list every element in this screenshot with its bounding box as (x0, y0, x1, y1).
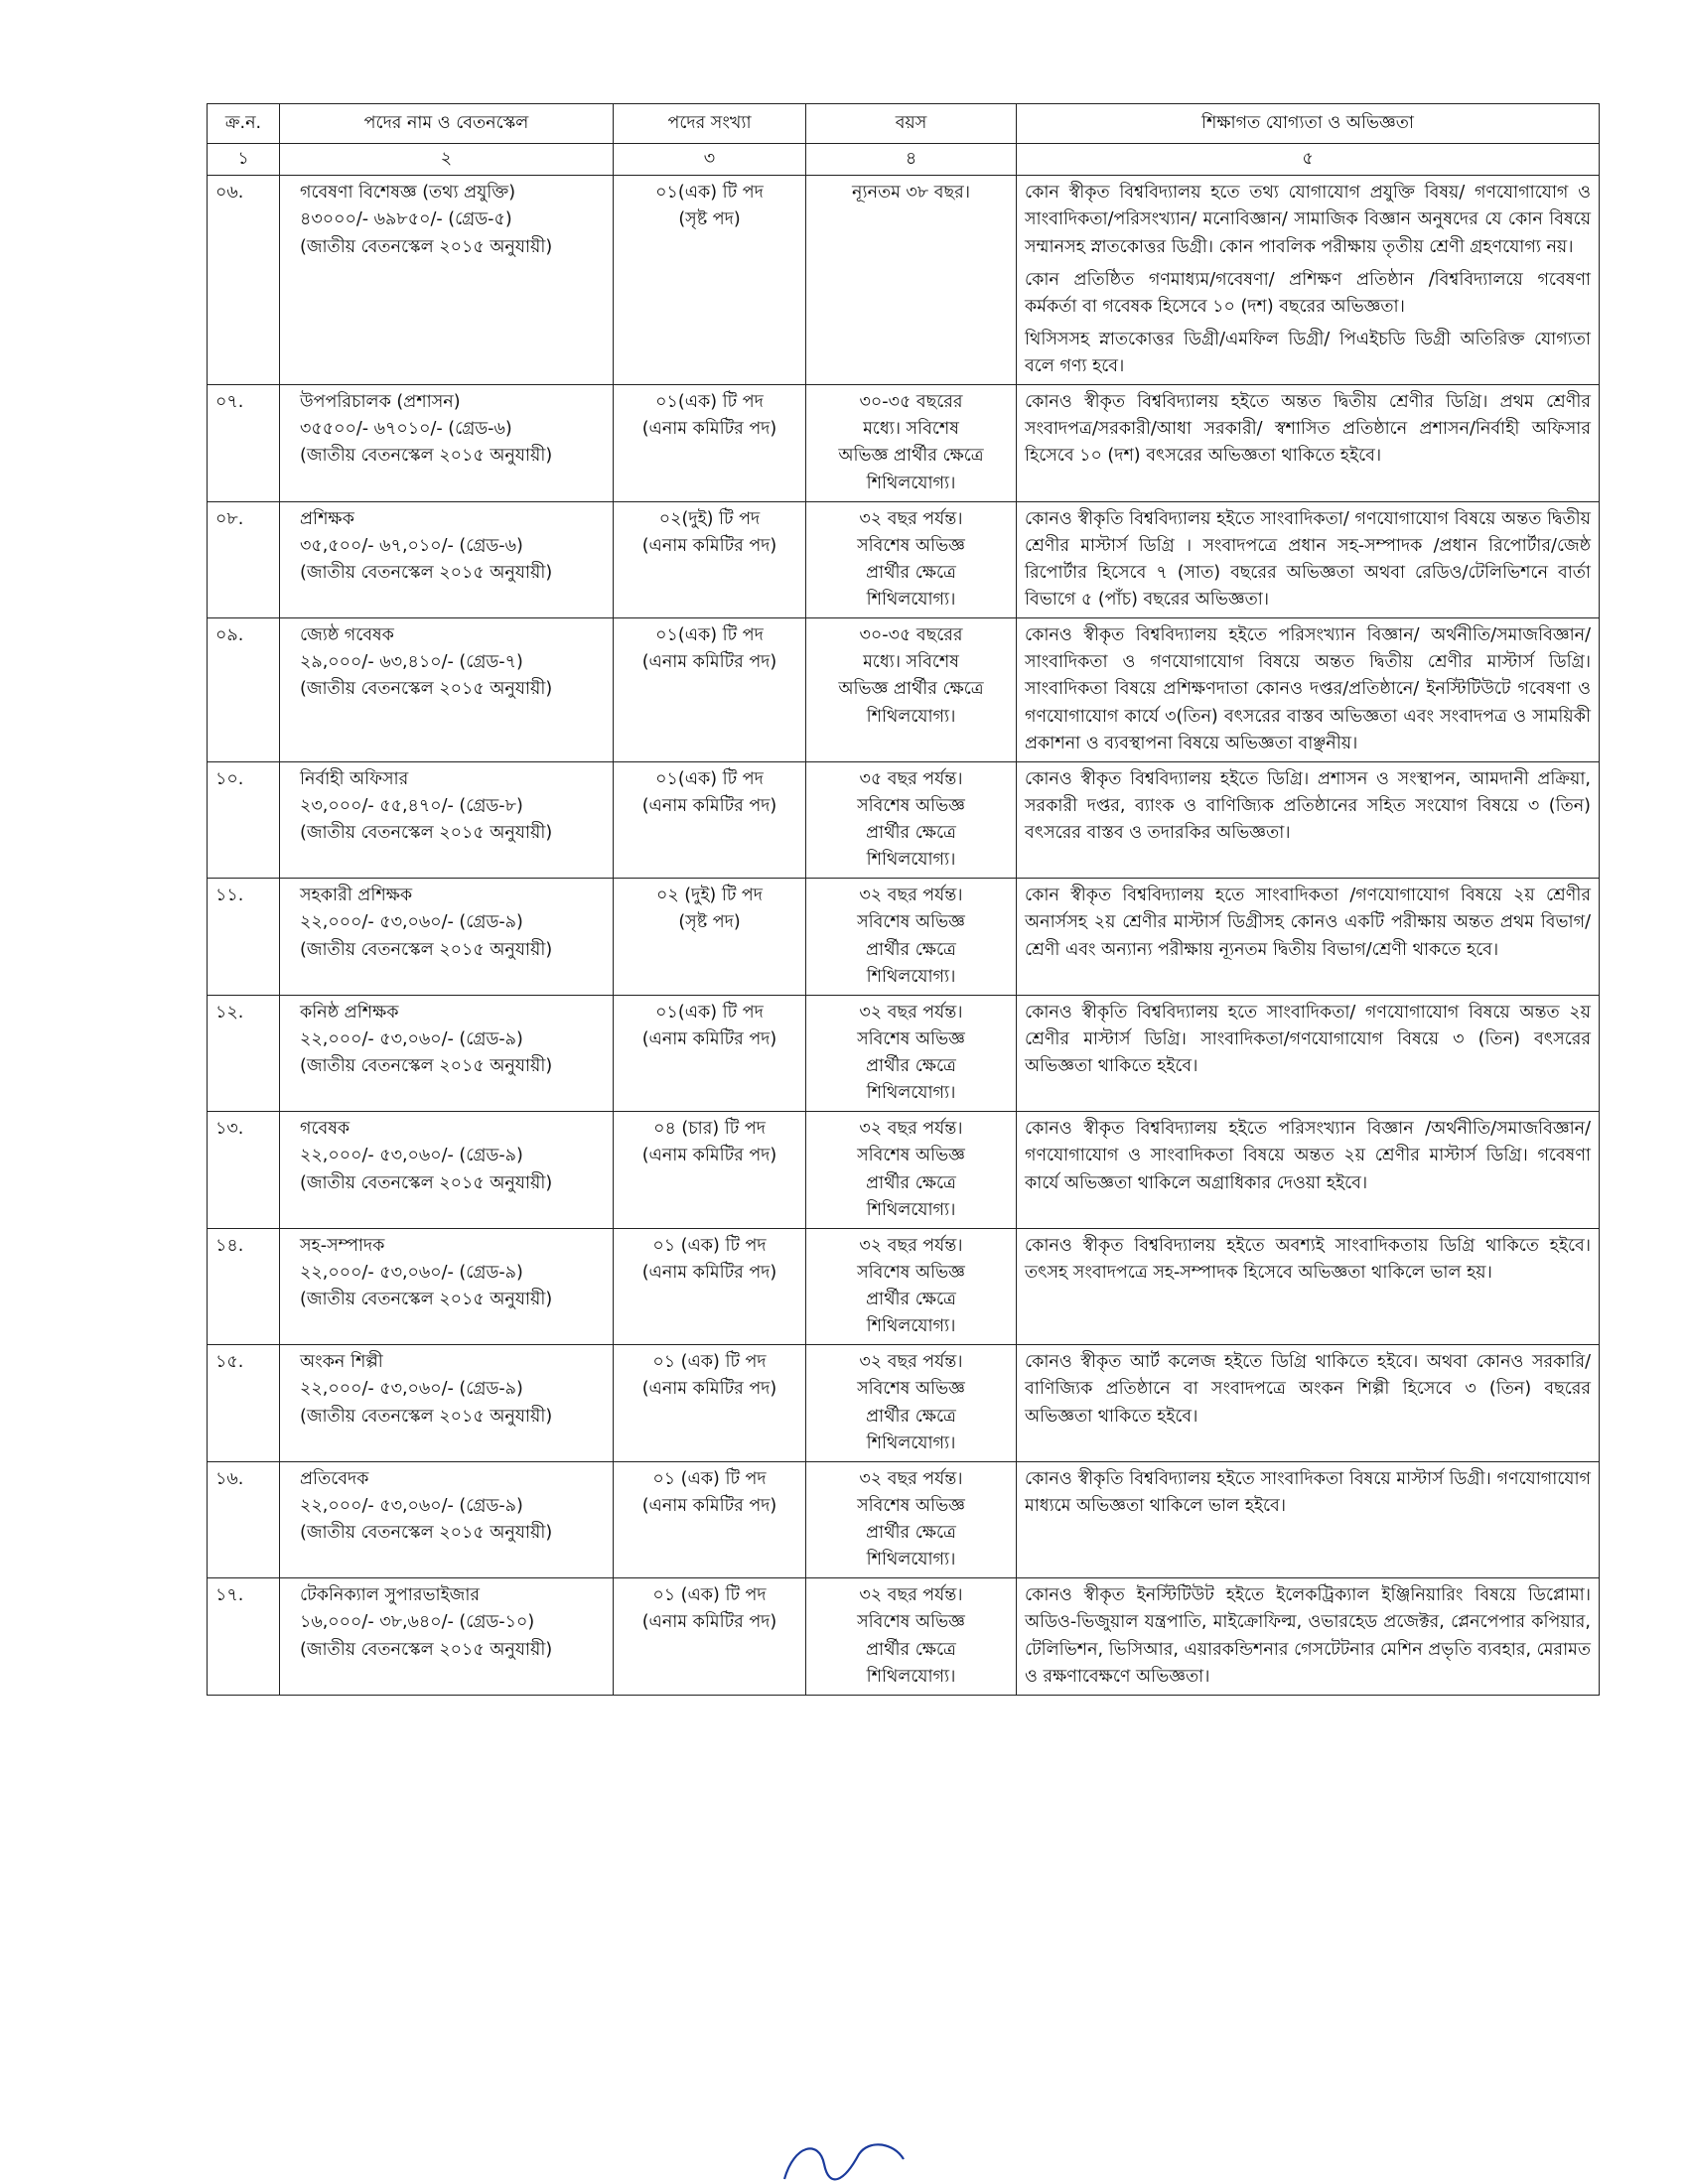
age-line: ৩২ বছর পর্যন্ত। (859, 1002, 963, 1023)
qualification-cell (1017, 1112, 1600, 1229)
age-line: প্রার্থীর ক্ষেত্রে (866, 1639, 956, 1660)
header-post-name: পদের নাম ও বেতনস্কেল (280, 104, 614, 144)
post-count-note: (এনাম কমিটির পদ) (641, 795, 777, 816)
post-name-cell (280, 176, 614, 385)
post-count-cell (614, 1228, 806, 1345)
post-name-cell (280, 618, 614, 762)
age-line: ৩২ বছর পর্যন্ত। (859, 1585, 963, 1606)
pay-scale: ২২,০০০/- ৫৩,০৬০/- (গ্রেড-৯) (300, 1028, 523, 1049)
column-number: ৩ (614, 144, 806, 176)
age-cell (806, 879, 1017, 996)
table-row (208, 995, 1600, 1112)
column-number: ৫ (1017, 144, 1600, 176)
age-line: সবিশেষ অভিজ্ঞ (857, 1146, 965, 1166)
post-count-note: (এনাম কমিটির পদ) (641, 1379, 777, 1400)
age-line: প্রার্থীর ক্ষেত্রে (866, 562, 956, 583)
pay-scale-note: (জাতীয় বেতনস্কেল ২০১৫ অনুযায়ী) (300, 1290, 553, 1309)
age-line: প্রার্থীর ক্ষেত্রে (866, 823, 956, 843)
age-line: প্রার্থীর ক্ষেত্রে (866, 1056, 956, 1076)
column-number-row (208, 144, 1600, 176)
post-count-cell (614, 1578, 806, 1696)
post-count: ০১ (এক) টি পদ (652, 1585, 767, 1606)
post-name: সহ-সম্পাদক (300, 1235, 385, 1256)
post-count-cell (614, 1112, 806, 1229)
age-cell (806, 1228, 1017, 1345)
age-line: সবিশেষ অভিজ্ঞ (857, 1495, 965, 1516)
table-row (208, 1345, 1600, 1462)
pay-scale: ২২,০০০/- ৫৩,০৬০/- (গ্রেড-৯) (300, 1262, 523, 1283)
age-line: সবিশেষ অভিজ্ঞ (857, 912, 965, 933)
post-name: নির্বাহী অফিসার (300, 768, 409, 789)
age-line: ৩২ বছর পর্যন্ত। (859, 886, 963, 906)
column-number: ২ (280, 144, 614, 176)
post-name: গবেষক (300, 1119, 351, 1140)
post-count-note: (সৃষ্ট পদ) (678, 912, 741, 933)
age-cell (806, 385, 1017, 502)
document-sheet (207, 103, 1599, 1696)
pay-scale-note: (জাতীয় বেতনস্কেল ২০১৫ অনুযায়ী) (300, 1406, 553, 1427)
age-line: মধ্যে। সবিশেষ (863, 652, 959, 673)
table-row (208, 1112, 1600, 1229)
post-name-cell (280, 879, 614, 996)
age-cell (806, 1345, 1017, 1462)
post-name-cell (280, 385, 614, 502)
header-row (208, 104, 1600, 144)
table-row (208, 176, 1600, 385)
pay-scale: ১৬,০০০/- ৩৮,৬৪০/- (গ্রেড-১০) (300, 1612, 535, 1633)
post-count-note: (এনাম কমিটির পদ) (641, 1262, 777, 1283)
age-line: সবিশেষ অভিজ্ঞ (857, 1028, 965, 1049)
age-line: ৩২ বছর পর্যন্ত। (859, 1119, 963, 1140)
qualification-paragraph: কোনও স্বীকৃত ইনস্টিটিউট হইতে ইলেকট্রিক্যাল ইঞ্জিনিয়ারিং বিষয়ে ডিপ্লোমা। অডিও-ভিজুয়াল যন্ত্রপাতি, মাইক্রোফিল্ম, ওভারহেড প্রজেক্টর, প্লেনপেপার কপিয়ার, টেলিভিশন, ভিসিআর, এয়ারকন্ডিশনার গেসটেটনার মেশিন প্রভৃতি ব্যবহার, মেরামত ও রক্ষণাবেক্ষণে অভিজ্ঞতা। (1025, 1585, 1591, 1687)
age-cell (806, 995, 1017, 1112)
pay-scale-note: (জাতীয় বেতনস্কেল ২০১৫ অনুযায়ী) (300, 1172, 553, 1193)
header-serial: ক্র.ন. (208, 104, 280, 144)
post-count: ০১(এক) টি পদ (655, 625, 764, 646)
column-number: ১ (208, 144, 280, 176)
post-count: ০২(দুই) টি পদ (658, 508, 761, 529)
pay-scale: ২২,০০০/- ৫৩,০৬০/- (গ্রেড-৯) (300, 1379, 523, 1400)
column-number: ৪ (806, 144, 1017, 176)
age-line: সবিশেষ অভিজ্ঞ (857, 1262, 965, 1283)
post-count: ০১ (এক) টি পদ (652, 1352, 767, 1373)
post-count-cell (614, 1461, 806, 1578)
serial-number: ০৭. (208, 385, 280, 502)
pay-scale-note: (জাতীয় বেতনস্কেল ২০১৫ অনুযায়ী) (300, 1639, 553, 1660)
serial-number: ০৬. (208, 176, 280, 385)
qualification-paragraph: কোনও স্বীকৃতি বিশ্ববিদ্যালয় হইতে সাংবাদিকতা/ গণযোগাযোগ বিষয়ে অন্তত দ্বিতীয় শ্রেণীর মাস্টার্স ডিগ্রি । সংবাদপত্রে প্রধান সহ-সম্পাদক /প্রধান রিপোর্টার/জেষ্ঠ রিপোর্টার হিসেবে ৭ (সাত) বছরের অভিজ্ঞতা অথবা রেডিও/টেলিভিশনে বার্তা বিভাগে ৫ (পাঁচ) বছরের অভিজ্ঞতা। (1025, 508, 1591, 610)
age-line: প্রার্থীর ক্ষেত্রে (866, 1523, 956, 1543)
serial-number: ১০. (208, 761, 280, 879)
table-row (208, 761, 1600, 879)
qualification-cell (1017, 761, 1600, 879)
pay-scale: ৩৫,৫০০/- ৬৭,০১০/- (গ্রেড-৬) (300, 535, 523, 556)
post-name-cell (280, 995, 614, 1112)
post-count-cell (614, 761, 806, 879)
qualification-cell (1017, 879, 1600, 996)
table-row (208, 618, 1600, 762)
pay-scale-note: (জাতীয় বেতনস্কেল ২০১৫ অনুযায়ী) (300, 679, 553, 700)
serial-number: ১২. (208, 995, 280, 1112)
pay-scale-note: (জাতীয় বেতনস্কেল ২০১৫ অনুযায়ী) (300, 236, 553, 257)
age-line: ৩০-৩৫ বছরের (859, 625, 963, 646)
post-name: প্রশিক্ষক (300, 508, 354, 529)
post-name-cell (280, 1112, 614, 1229)
pay-scale-note: (জাতীয় বেতনস্কেল ২০১৫ অনুযায়ী) (300, 562, 553, 583)
post-name-cell (280, 1228, 614, 1345)
post-count-cell (614, 501, 806, 618)
age-line: সবিশেষ অভিজ্ঞ (857, 535, 965, 556)
age-line: শিথিলযোগ্য। (866, 590, 956, 610)
qualification-paragraph: কোন প্রতিষ্ঠিত গণমাধ্যম/গবেষণা/ প্রশিক্ষণ প্রতিষ্ঠান /বিশ্ববিদ্যালয়ে গবেষণা কর্মকর্তা বা গবেষক হিসেবে ১০ (দশ) বছরের অভিজ্ঞতা। (1025, 269, 1591, 317)
qualification-cell (1017, 501, 1600, 618)
pay-scale-note: (জাতীয় বেতনস্কেল ২০১৫ অনুযায়ী) (300, 939, 553, 960)
qualification-paragraph: কোন স্বীকৃত বিশ্ববিদ্যালয় হতে সাংবাদিকতা /গণযোগাযোগ বিষয়ে ২য় শ্রেণীর অনার্সসহ ২য় শ্রেণীর মাস্টার্স ডিগ্রীসহ কোনও একটি পরীক্ষায় অন্তত প্রথম বিভাগ/শ্রেণী এবং অন্যান্য পরীক্ষায় ন্যূনতম দ্বিতীয় বিভাগ/শ্রেণী থাকতে হবে। (1025, 886, 1591, 960)
age-line: শিথিলযোগ্য। (866, 1316, 956, 1337)
table-row (208, 1461, 1600, 1578)
age-line: ৩২ বছর পর্যন্ত। (859, 1235, 963, 1256)
qualification-paragraph: কোনও স্বীকৃত বিশ্ববিদ্যালয় হইতে অবশ্যই সাংবাদিকতায় ডিগ্রি থাকিতে হইবে। তৎসহ সংবাদপত্রে সহ-সম্পাদক হিসেবে অভিজ্ঞতা থাকিলে ভাল হয়। (1025, 1235, 1591, 1283)
serial-number: ১১. (208, 879, 280, 996)
post-count-cell (614, 879, 806, 996)
age-line: শিথিলযোগ্য। (866, 966, 956, 987)
pay-scale: ২২,০০০/- ৫৩,০৬০/- (গ্রেড-৯) (300, 1495, 523, 1516)
age-line: সবিশেষ অভিজ্ঞ (857, 1379, 965, 1400)
post-name-cell (280, 1345, 614, 1462)
post-count: ০২ (দুই) টি পদ (655, 886, 763, 906)
age-cell (806, 1461, 1017, 1578)
qualification-paragraph: কোনও স্বীকৃতি বিশ্ববিদ্যালয় হইতে সাংবাদিকতা বিষয়ে মাস্টার্স ডিগ্রী। গণযোগাযোগ মাধ্যমে অভিজ্ঞতা থাকিলে ভাল হইবে। (1025, 1468, 1591, 1516)
post-count-note: (সৃষ্ট পদ) (678, 209, 741, 230)
age-line: শিথিলযোগ্য। (866, 1433, 956, 1453)
qualification-paragraph: কোন স্বীকৃত বিশ্ববিদ্যালয় হতে তথ্য যোগাযোগ প্রযুক্তি বিষয়/ গণযোগাযোগ ও সাংবাদিকতা/পরিসংখ্যান/ মনোবিজ্ঞান/ সামাজিক বিজ্ঞান অনুষদের যে কোন বিষয়ে সম্মানসহ স্নাতকোত্তর ডিগ্রী। কোন পাবলিক পরীক্ষায় তৃতীয় শ্রেণী গ্রহণযোগ্য নয়। (1025, 183, 1591, 257)
age-cell (806, 1112, 1017, 1229)
age-line: প্রার্থীর ক্ষেত্রে (866, 1290, 956, 1309)
qualification-paragraph: কোনও স্বীকৃত বিশ্ববিদ্যালয় হইতে পরিসংখ্যান বিজ্ঞান/ অর্থনীতি/সমাজবিজ্ঞান/ সাংবাদিকতা ও গণযোগাযোগ বিষয়ে অন্তত দ্বিতীয় শ্রেণীর মাস্টার্স ডিগ্রি। সাংবাদিকতা বিষয়ে প্রশিক্ষণদাতা কোনও দপ্তর/প্রতিষ্ঠানে/ ইনস্টিটিউটে গবেষণা ও গণযোগাযোগ কার্যে ৩(তিন) বৎসরের বাস্তব অভিজ্ঞতা এবং সংবাদপত্র ও সাময়িকী প্রকাশনা ও ব্যবস্থাপনা বিষয়ে অভিজ্ঞতা বাঞ্ছনীয়। (1025, 625, 1591, 753)
age-line: শিথিলযোগ্য। (866, 1199, 956, 1220)
signature-mark (774, 2134, 973, 2184)
age-line: শিথিলযোগ্য। (866, 706, 956, 727)
post-count-cell (614, 995, 806, 1112)
qualification-cell (1017, 618, 1600, 762)
pay-scale: ২৯,০০০/- ৬৩,৪১০/- (গ্রেড-৭) (300, 652, 523, 673)
post-name-cell (280, 1461, 614, 1578)
post-count: ০১(এক) টি পদ (655, 768, 764, 789)
post-name: টেকনিক্যাল সুপারভাইজার (300, 1585, 481, 1606)
post-count: ০১ (এক) টি পদ (652, 1468, 767, 1489)
post-count: ০১(এক) টি পদ (655, 392, 764, 413)
header-post-count: পদের সংখ্যা (614, 104, 806, 144)
age-line: ন্যূনতম ৩৮ বছর। (852, 183, 970, 204)
qualification-paragraph: কোনও স্বীকৃত আর্ট কলেজ হইতে ডিগ্রি থাকিতে হইবে। অথবা কোনও সরকারি/বাণিজ্যিক প্রতিষ্ঠানে বা সংবাদপত্রে অংকন শিল্পী হিসেবে ৩ (তিন) বছরের অভিজ্ঞতা থাকিতে হইবে। (1025, 1352, 1591, 1427)
post-name-cell (280, 761, 614, 879)
qualification-cell (1017, 176, 1600, 385)
post-count: ০১(এক) টি পদ (655, 183, 764, 204)
post-name: কনিষ্ঠ প্রশিক্ষক (300, 1002, 399, 1023)
serial-number: ০৮. (208, 501, 280, 618)
age-cell (806, 761, 1017, 879)
post-count: ০১(এক) টি পদ (655, 1002, 764, 1023)
qualification-paragraph: কোনও স্বীকৃত বিশ্ববিদ্যালয় হইতে অন্তত দ্বিতীয় শ্রেণীর ডিগ্রি। প্রথম শ্রেণীর সংবাদপত্র/সরকারী/আধা সরকারী/ স্বশাসিত প্রতিষ্ঠানে প্রশাসন/নির্বাহী অফিসার হিসেবে ১০ (দশ) বৎসরের অভিজ্ঞতা থাকিতে হইবে। (1025, 392, 1591, 467)
pay-scale: ২২,০০০/- ৫৩,০৬০/- (গ্রেড-৯) (300, 912, 523, 933)
age-cell (806, 501, 1017, 618)
header-qualification: শিক্ষাগত যোগ্যতা ও অভিজ্ঞতা (1017, 104, 1600, 144)
pay-scale-note: (জাতীয় বেতনস্কেল ২০১৫ অনুযায়ী) (300, 1056, 553, 1076)
post-count: ০৪ (চার) টি পদ (653, 1119, 766, 1140)
age-line: শিথিলযোগ্য। (866, 1083, 956, 1104)
pay-scale: ২২,০০০/- ৫৩,০৬০/- (গ্রেড-৯) (300, 1146, 523, 1166)
pay-scale-note: (জাতীয় বেতনস্কেল ২০১৫ অনুযায়ী) (300, 823, 553, 843)
serial-number: ০৯. (208, 618, 280, 762)
age-line: সবিশেষ অভিজ্ঞ (857, 1612, 965, 1633)
post-name-cell (280, 1578, 614, 1696)
serial-number: ১৩. (208, 1112, 280, 1229)
age-line: ৩২ বছর পর্যন্ত। (859, 508, 963, 529)
post-name: অংকন শিল্পী (300, 1352, 383, 1373)
pay-scale: ৪৩০০০/- ৬৯৮৫০/- (গ্রেড-৫) (300, 209, 512, 230)
qualification-paragraph: কোনও স্বীকৃত বিশ্ববিদ্যালয় হইতে ডিগ্রি। প্রশাসন ও সংস্থাপন, আমদানী প্রক্রিয়া, সরকারী দপ্তর, ব্যাংক ও বাণিজ্যিক প্রতিষ্ঠানের সহিত সংযোগ বিষয়ে ৩ (তিন) বৎসরের বাস্তব ও তদারকির অভিজ্ঞতা। (1025, 768, 1591, 843)
age-line: শিথিলযোগ্য। (866, 850, 956, 871)
table-row (208, 1228, 1600, 1345)
post-name: সহকারী প্রশিক্ষক (300, 886, 413, 906)
qualification-cell (1017, 1228, 1600, 1345)
table-row (208, 879, 1600, 996)
post-count-note: (এনাম কমিটির পদ) (641, 1028, 777, 1049)
age-line: প্রার্থীর ক্ষেত্রে (866, 1172, 956, 1193)
qualification-cell (1017, 1461, 1600, 1578)
table-row (208, 1578, 1600, 1696)
serial-number: ১৫. (208, 1345, 280, 1462)
post-count-note: (এনাম কমিটির পদ) (641, 652, 777, 673)
qualification-cell (1017, 1345, 1600, 1462)
post-count-cell (614, 618, 806, 762)
pay-scale-note: (জাতীয় বেতনস্কেল ২০১৫ অনুযায়ী) (300, 446, 553, 467)
post-count-cell (614, 176, 806, 385)
serial-number: ১৬. (208, 1461, 280, 1578)
table-row (208, 385, 1600, 502)
post-count-cell (614, 1345, 806, 1462)
post-count-note: (এনাম কমিটির পদ) (641, 535, 777, 556)
qualification-paragraph: কোনও স্বীকৃতি বিশ্ববিদ্যালয় হতে সাংবাদিকতা/ গণযোগাযোগ বিষয়ে অন্তত ২য় শ্রেণীর মাস্টার্স ডিগ্রি। সাংবাদিকতা/গণযোগাযোগ বিষয়ে ৩ (তিন) বৎসরের অভিজ্ঞতা থাকিতে হইবে। (1025, 1002, 1591, 1076)
age-line: শিথিলযোগ্য। (866, 1666, 956, 1687)
qualification-cell (1017, 1578, 1600, 1696)
table-row (208, 501, 1600, 618)
qualification-paragraph: কোনও স্বীকৃত বিশ্ববিদ্যালয় হইতে পরিসংখ্যান বিজ্ঞান /অর্থনীতি/সমাজবিজ্ঞান/ গণযোগাযোগ ও সাংবাদিকতা বিষয়ে অন্তত ২য় শ্রেণীর মাস্টার্স ডিগ্রি। গবেষণা কার্যে অভিজ্ঞতা থাকিলে অগ্রাধিকার দেওয়া হইবে। (1025, 1119, 1591, 1193)
age-line: প্রার্থীর ক্ষেত্রে (866, 939, 956, 960)
post-count-note: (এনাম কমিটির পদ) (641, 1146, 777, 1166)
age-line: ৩২ বছর পর্যন্ত। (859, 1352, 963, 1373)
age-line: অভিজ্ঞ প্রার্থীর ক্ষেত্রে (838, 446, 984, 467)
age-line: শিথিলযোগ্য। (866, 473, 956, 493)
age-cell (806, 176, 1017, 385)
age-line: ৩৫ বছর পর্যন্ত। (859, 768, 963, 789)
age-cell (806, 618, 1017, 762)
age-line: শিথিলযোগ্য। (866, 1550, 956, 1570)
post-name: গবেষণা বিশেষজ্ঞ (তথ্য প্রযুক্তি) (300, 183, 516, 204)
pay-scale-note: (জাতীয় বেতনস্কেল ২০১৫ অনুযায়ী) (300, 1523, 553, 1543)
post-name: প্রতিবেদক (300, 1468, 369, 1489)
age-line: অভিজ্ঞ প্রার্থীর ক্ষেত্রে (838, 679, 984, 700)
age-line: ৩০-৩৫ বছরের (859, 392, 963, 413)
pay-scale: ২৩,০০০/- ৫৫,৪৭০/- (গ্রেড-৮) (300, 795, 523, 816)
post-count: ০১ (এক) টি পদ (652, 1235, 767, 1256)
post-name: জ্যেষ্ঠ গবেষক (300, 625, 394, 646)
age-line: মধ্যে। সবিশেষ (863, 419, 959, 440)
post-count-cell (614, 385, 806, 502)
age-line: প্রার্থীর ক্ষেত্রে (866, 1406, 956, 1427)
post-name: উপপরিচালক (প্রশাসন) (300, 392, 461, 413)
pay-scale: ৩৫৫০০/- ৬৭০১০/- (গ্রেড-৬) (300, 419, 512, 440)
age-line: সবিশেষ অভিজ্ঞ (857, 795, 965, 816)
post-name-cell (280, 501, 614, 618)
posts-table-body (208, 176, 1600, 1696)
age-cell (806, 1578, 1017, 1696)
posts-table (207, 103, 1600, 1696)
post-count-note: (এনাম কমিটির পদ) (641, 1612, 777, 1633)
qualification-cell (1017, 385, 1600, 502)
age-line: ৩২ বছর পর্যন্ত। (859, 1468, 963, 1489)
serial-number: ১৪. (208, 1228, 280, 1345)
qualification-cell (1017, 995, 1600, 1112)
qualification-paragraph: থিসিসসহ স্নাতকোত্তর ডিগ্রী/এমফিল ডিগ্রী/ পিএইচডি ডিগ্রী অতিরিক্ত যোগ্যতা বলে গণ্য হবে। (1025, 329, 1591, 376)
post-count-note: (এনাম কমিটির পদ) (641, 1495, 777, 1516)
post-count-note: (এনাম কমিটির পদ) (641, 419, 777, 440)
serial-number: ১৭. (208, 1578, 280, 1696)
header-age: বয়স (806, 104, 1017, 144)
